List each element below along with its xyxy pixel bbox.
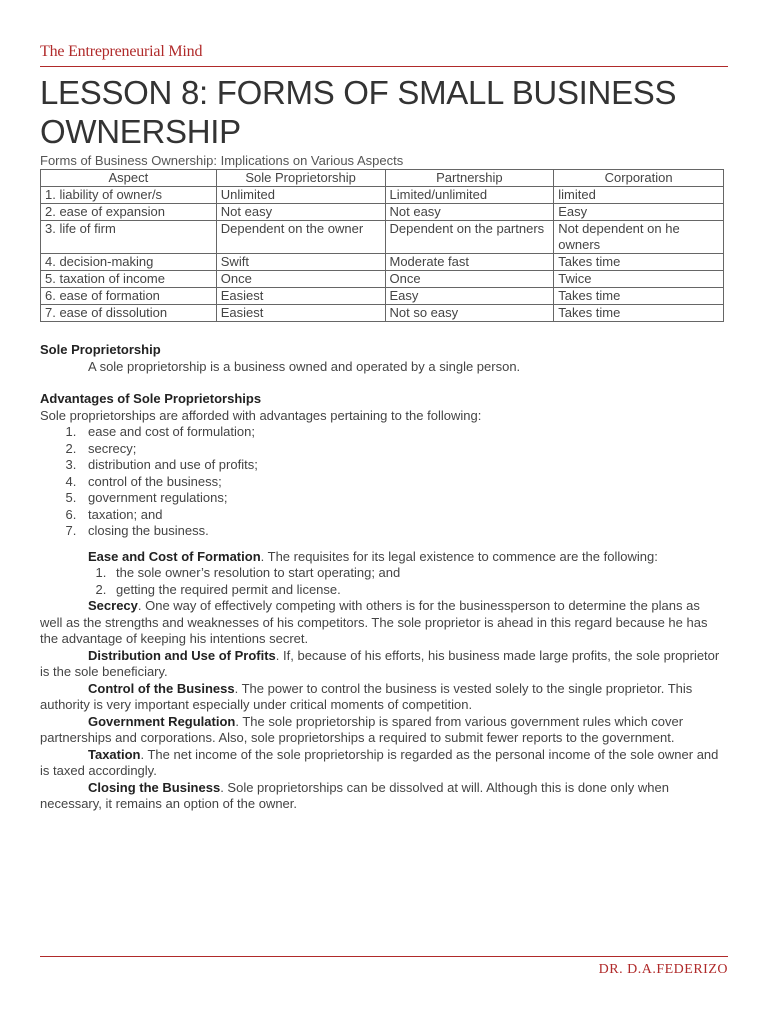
table-cell: Takes time	[554, 288, 724, 305]
footer-author: DR. D.A.FEDERIZO	[598, 962, 728, 977]
secrecy-text: . One way of effectively competing with others is for the businessperson to determine the plans as well as the strengths and weaknesses of his competitors. The sole proprietor is ahead in this regard because he has the advantage of keeping his intentions secret.	[40, 598, 708, 646]
table-cell: 7. ease of dissolution	[41, 305, 217, 322]
table-cell: Not dependent on he owners	[554, 221, 724, 254]
list-item: 1. ease and cost of formulation;	[80, 424, 724, 441]
table-row	[41, 221, 724, 254]
government-paragraph	[40, 714, 724, 747]
sole-proprietorship-definition: A sole proprietorship is a business owned and operated by a single person.	[88, 358, 521, 374]
closing-paragraph	[40, 780, 724, 813]
table-cell: Dependent on the partners	[385, 221, 554, 254]
table-caption: Forms of Business Ownership: Implications on Various Aspects	[40, 153, 404, 168]
table-cell: 5. taxation of income	[41, 271, 217, 288]
list-item: 3. distribution and use of profits;	[80, 457, 724, 474]
header-partnership: Partnership	[385, 170, 554, 187]
taxation-term: Taxation	[88, 746, 141, 762]
sole-proprietorship-heading: Sole Proprietorship	[40, 342, 161, 357]
table-cell: Easiest	[216, 288, 385, 305]
list-item: 6. taxation; and	[80, 507, 724, 524]
table-cell: Twice	[554, 271, 724, 288]
header-title: The Entrepreneurial Mind	[40, 43, 203, 60]
table-cell: 1. liability of owner/s	[41, 187, 217, 204]
closing-text: . Sole proprietorships can be dissolved at will. Although this is done only when necessary, it remains an option of the owner.	[40, 779, 669, 811]
header-corporation: Corporation	[554, 170, 724, 187]
table-cell: 6. ease of formation	[41, 288, 217, 305]
list-item: 7. closing the business.	[80, 523, 724, 540]
table-header-row	[41, 170, 724, 187]
table-cell: Once	[385, 271, 554, 288]
ease-requisites-list	[40, 565, 724, 598]
header-sole-proprietorship: Sole Proprietorship	[216, 170, 385, 187]
table-cell: Not so easy	[385, 305, 554, 322]
table-cell: Takes time	[554, 305, 724, 322]
government-term: Government Regulation	[88, 713, 236, 729]
table-row	[41, 288, 724, 305]
table-cell: Easy	[554, 204, 724, 221]
table-cell: Takes time	[554, 254, 724, 271]
table-cell: Once	[216, 271, 385, 288]
header-divider	[40, 66, 728, 67]
list-item: 4. control of the business;	[80, 474, 724, 491]
secrecy-paragraph	[40, 598, 724, 648]
list-item: 1. the sole owner’s resolution to start operating; and	[110, 565, 724, 582]
advantages-heading: Advantages of Sole Proprietorships	[40, 391, 262, 406]
list-item: 2. secrecy;	[80, 441, 724, 458]
advantages-list	[40, 424, 724, 540]
table-cell: Easy	[385, 288, 554, 305]
table-cell: Swift	[216, 254, 385, 271]
table-cell: Unlimited	[216, 187, 385, 204]
profits-term: Distribution and Use of Profits	[88, 647, 276, 663]
table-cell: 3. life of firm	[41, 221, 217, 254]
control-term: Control of the Business	[88, 680, 235, 696]
ease-term: Ease and Cost of Formation	[88, 548, 261, 564]
table-row	[41, 254, 724, 271]
table-cell: Easiest	[216, 305, 385, 322]
body-content	[40, 342, 724, 813]
table-cell: Moderate fast	[385, 254, 554, 271]
taxation-text: . The net income of the sole proprietorship is regarded as the personal income of the sole owner and is taxed accordingly.	[40, 746, 719, 778]
table-cell: Limited/unlimited	[385, 187, 554, 204]
ownership-table	[40, 169, 724, 322]
table-cell: Dependent on the owner	[216, 221, 385, 254]
profits-text: . If, because of his efforts, his business made large profits, the sole proprietor is the sole beneficiary.	[40, 647, 720, 679]
table-cell: 4. decision-making	[41, 254, 217, 271]
table-cell: Not easy	[385, 204, 554, 221]
table-row	[41, 305, 724, 322]
closing-term: Closing the Business	[88, 779, 221, 795]
header-aspect: Aspect	[41, 170, 217, 187]
table-row	[41, 187, 724, 204]
control-text: . The power to control the business is vested solely to the single proprietor. This authority is very important especially under critical moments of competition.	[40, 680, 693, 712]
list-item: 5. government regulations;	[80, 490, 724, 507]
lesson-title: LESSON 8: FORMS OF SMALL BUSINESS OWNERSHIP	[40, 74, 677, 150]
ease-paragraph	[40, 549, 724, 566]
ease-text: . The requisites for its legal existence to commence are the following:	[260, 548, 658, 564]
secrecy-term: Secrecy	[88, 598, 138, 613]
table-cell: 2. ease of expansion	[41, 204, 217, 221]
footer-divider	[40, 956, 728, 957]
taxation-paragraph	[40, 747, 724, 780]
list-item: 2. getting the required permit and license.	[110, 582, 724, 599]
table-cell: Not easy	[216, 204, 385, 221]
profits-paragraph	[40, 648, 724, 681]
government-text: . The sole proprietorship is spared from various government rules which cover partnerships and corporations. Also, sole proprietorships a required to submit fewer reports to the government.	[40, 713, 684, 745]
table-row	[41, 271, 724, 288]
table-cell: limited	[554, 187, 724, 204]
advantages-intro: Sole proprietorships are afforded with advantages pertaining to the following:	[40, 407, 482, 423]
control-paragraph	[40, 681, 724, 714]
table-row	[41, 204, 724, 221]
